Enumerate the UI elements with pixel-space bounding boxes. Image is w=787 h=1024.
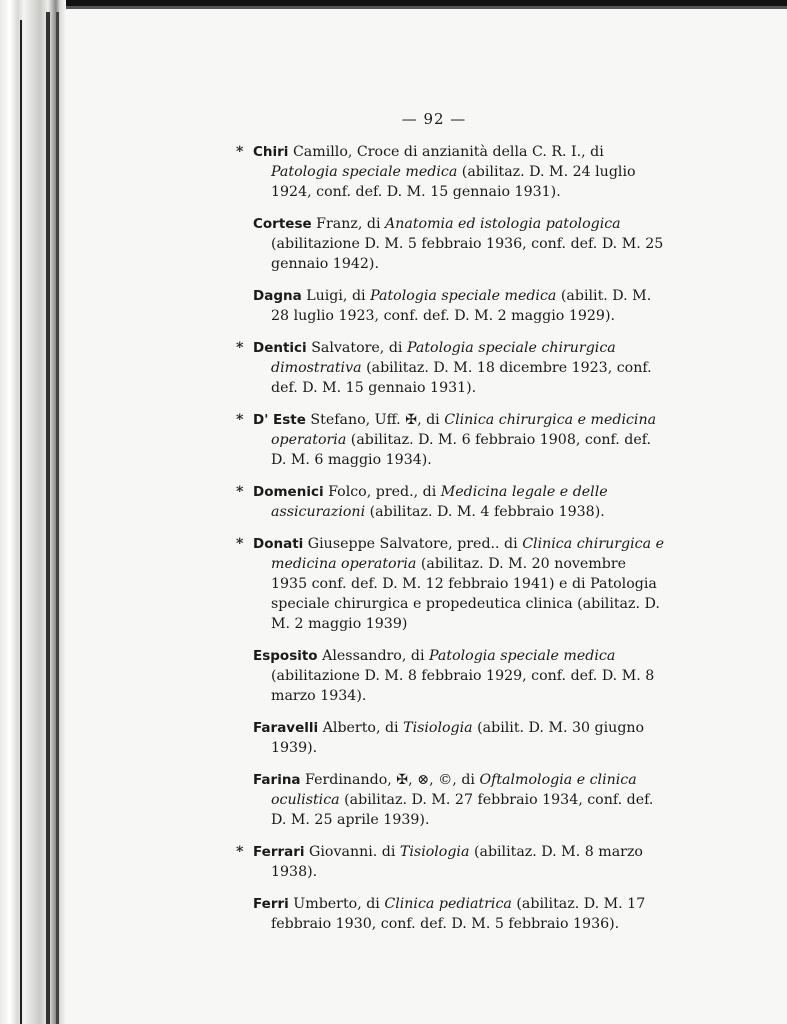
list-item: [236, 894, 666, 934]
entry-subject: Clinica chirurgica e medicina operatoria: [271, 536, 664, 572]
entry-details: Camillo, Croce di anzianità della C. R. I., di: [288, 144, 604, 160]
list-item: [236, 142, 666, 202]
entry-dates: (abilitaz. D. M. 18 dicembre 1923, conf. def. D. M. 15 gennaio 1931).: [271, 360, 652, 396]
entry-details: Alberto, di: [318, 720, 404, 736]
entry-subject: Patologia speciale chirurgica dimostrativa: [271, 340, 616, 376]
entry-dates: (abilit. D. M. 30 giugno 1939).: [271, 720, 645, 756]
entry-name: Dagna: [253, 288, 302, 304]
list-item: [236, 338, 666, 398]
entry-dates: (abilitazione D. M. 8 febbraio 1929, conf. def. D. M. 8 marzo 1934).: [271, 668, 655, 704]
list-item: [236, 534, 666, 634]
entry-name: Ferri: [253, 896, 289, 912]
entry-dates: (abilitaz. D. M. 8 marzo 1938).: [271, 844, 643, 880]
entry-details: Alessandro, di: [317, 648, 429, 664]
entry-subject: Patologia speciale medica: [271, 164, 458, 180]
entry-subject: Anatomia ed istologia patologica: [385, 216, 621, 232]
asterisk-marker: *: [236, 412, 244, 428]
entry-details: Folco, pred., di: [323, 484, 441, 500]
entry-subject: Oftalmologia e clinica oculistica: [271, 772, 637, 808]
list-item: [236, 842, 666, 882]
entry-dates: (abilitaz. D. M. 27 febbraio 1934, conf. def. D. M. 25 aprile 1939).: [271, 792, 654, 828]
entry-subject: Tisiologia: [399, 844, 470, 860]
entry-dates: (abilitaz. D. M. 24 luglio 1924, conf. def. D. M. 15 gennaio 1931).: [271, 164, 636, 200]
asterisk-marker: *: [236, 340, 244, 356]
entry-details: Giuseppe Salvatore, pred.. di: [303, 536, 523, 552]
asterisk-marker: *: [236, 536, 244, 552]
entry-details: Ferdinando, ✠, ⊗, ©, di: [300, 772, 480, 788]
entry-subject: Tisiologia: [403, 720, 473, 736]
list-item: [236, 482, 666, 522]
entry-subject: Clinica pediatrica: [384, 896, 512, 912]
entry-dates: (abilitaz. D. M. 6 febbraio 1908, conf. def. D. M. 6 maggio 1934).: [271, 432, 651, 468]
list-item: [236, 770, 666, 830]
entry-dates: (abilitaz. D. M. 17 febbraio 1930, conf. def. D. M. 5 febbraio 1936).: [271, 896, 646, 932]
entry-name: Dentici: [253, 340, 307, 356]
asterisk-marker: *: [236, 144, 244, 160]
entry-name: Domenici: [253, 484, 324, 500]
list-item: [236, 646, 666, 706]
faculty-list: [236, 142, 666, 946]
entry-subject: Medicina legale e delle assicurazioni: [271, 484, 608, 520]
list-item: [236, 286, 666, 326]
entry-name: Esposito: [253, 648, 318, 664]
entry-details: Stefano, Uff. ✠, di: [305, 412, 445, 428]
entry-dates: (abilit. D. M. 28 luglio 1923, conf. def. D. M. 2 maggio 1929).: [271, 288, 652, 324]
entry-name: Ferrari: [253, 844, 305, 860]
entry-dates: (abilitazione D. M. 5 febbraio 1936, conf. def. D. M. 25 gennaio 1942).: [271, 236, 664, 272]
entry-dates: (abilitaz. D. M. 20 novembre 1935 conf. def. D. M. 12 febbraio 1941) e di Patologia speciale chirurgica e propedeutica clinica (abilitaz. D. M. 2 maggio 1939): [271, 556, 660, 632]
entry-name: Donati: [253, 536, 304, 552]
entry-name: Chiri: [253, 144, 289, 160]
entry-details: Umberto, di: [288, 896, 385, 912]
page-number: — 92 —: [401, 110, 467, 128]
list-item: [236, 214, 666, 274]
entry-dates: (abilitaz. D. M. 4 febbraio 1938).: [365, 504, 605, 520]
entry-name: Faravelli: [253, 720, 319, 736]
entry-details: Giovanni. di: [304, 844, 400, 860]
entry-details: Franz, di: [311, 216, 385, 232]
entry-name: Cortese: [253, 216, 312, 232]
list-item: [236, 410, 666, 470]
entry-subject: Patologia speciale medica: [429, 648, 616, 664]
entry-details: Luigi, di: [301, 288, 371, 304]
entry-subject: Patologia speciale medica: [370, 288, 557, 304]
asterisk-marker: *: [236, 844, 244, 860]
entry-name: Farina: [253, 772, 301, 788]
entry-name: D' Este: [253, 412, 306, 428]
entry-details: Salvatore, di: [306, 340, 407, 356]
asterisk-marker: *: [236, 484, 244, 500]
entry-subject: Clinica chirurgica e medicina operatoria: [271, 412, 657, 448]
list-item: [236, 718, 666, 758]
